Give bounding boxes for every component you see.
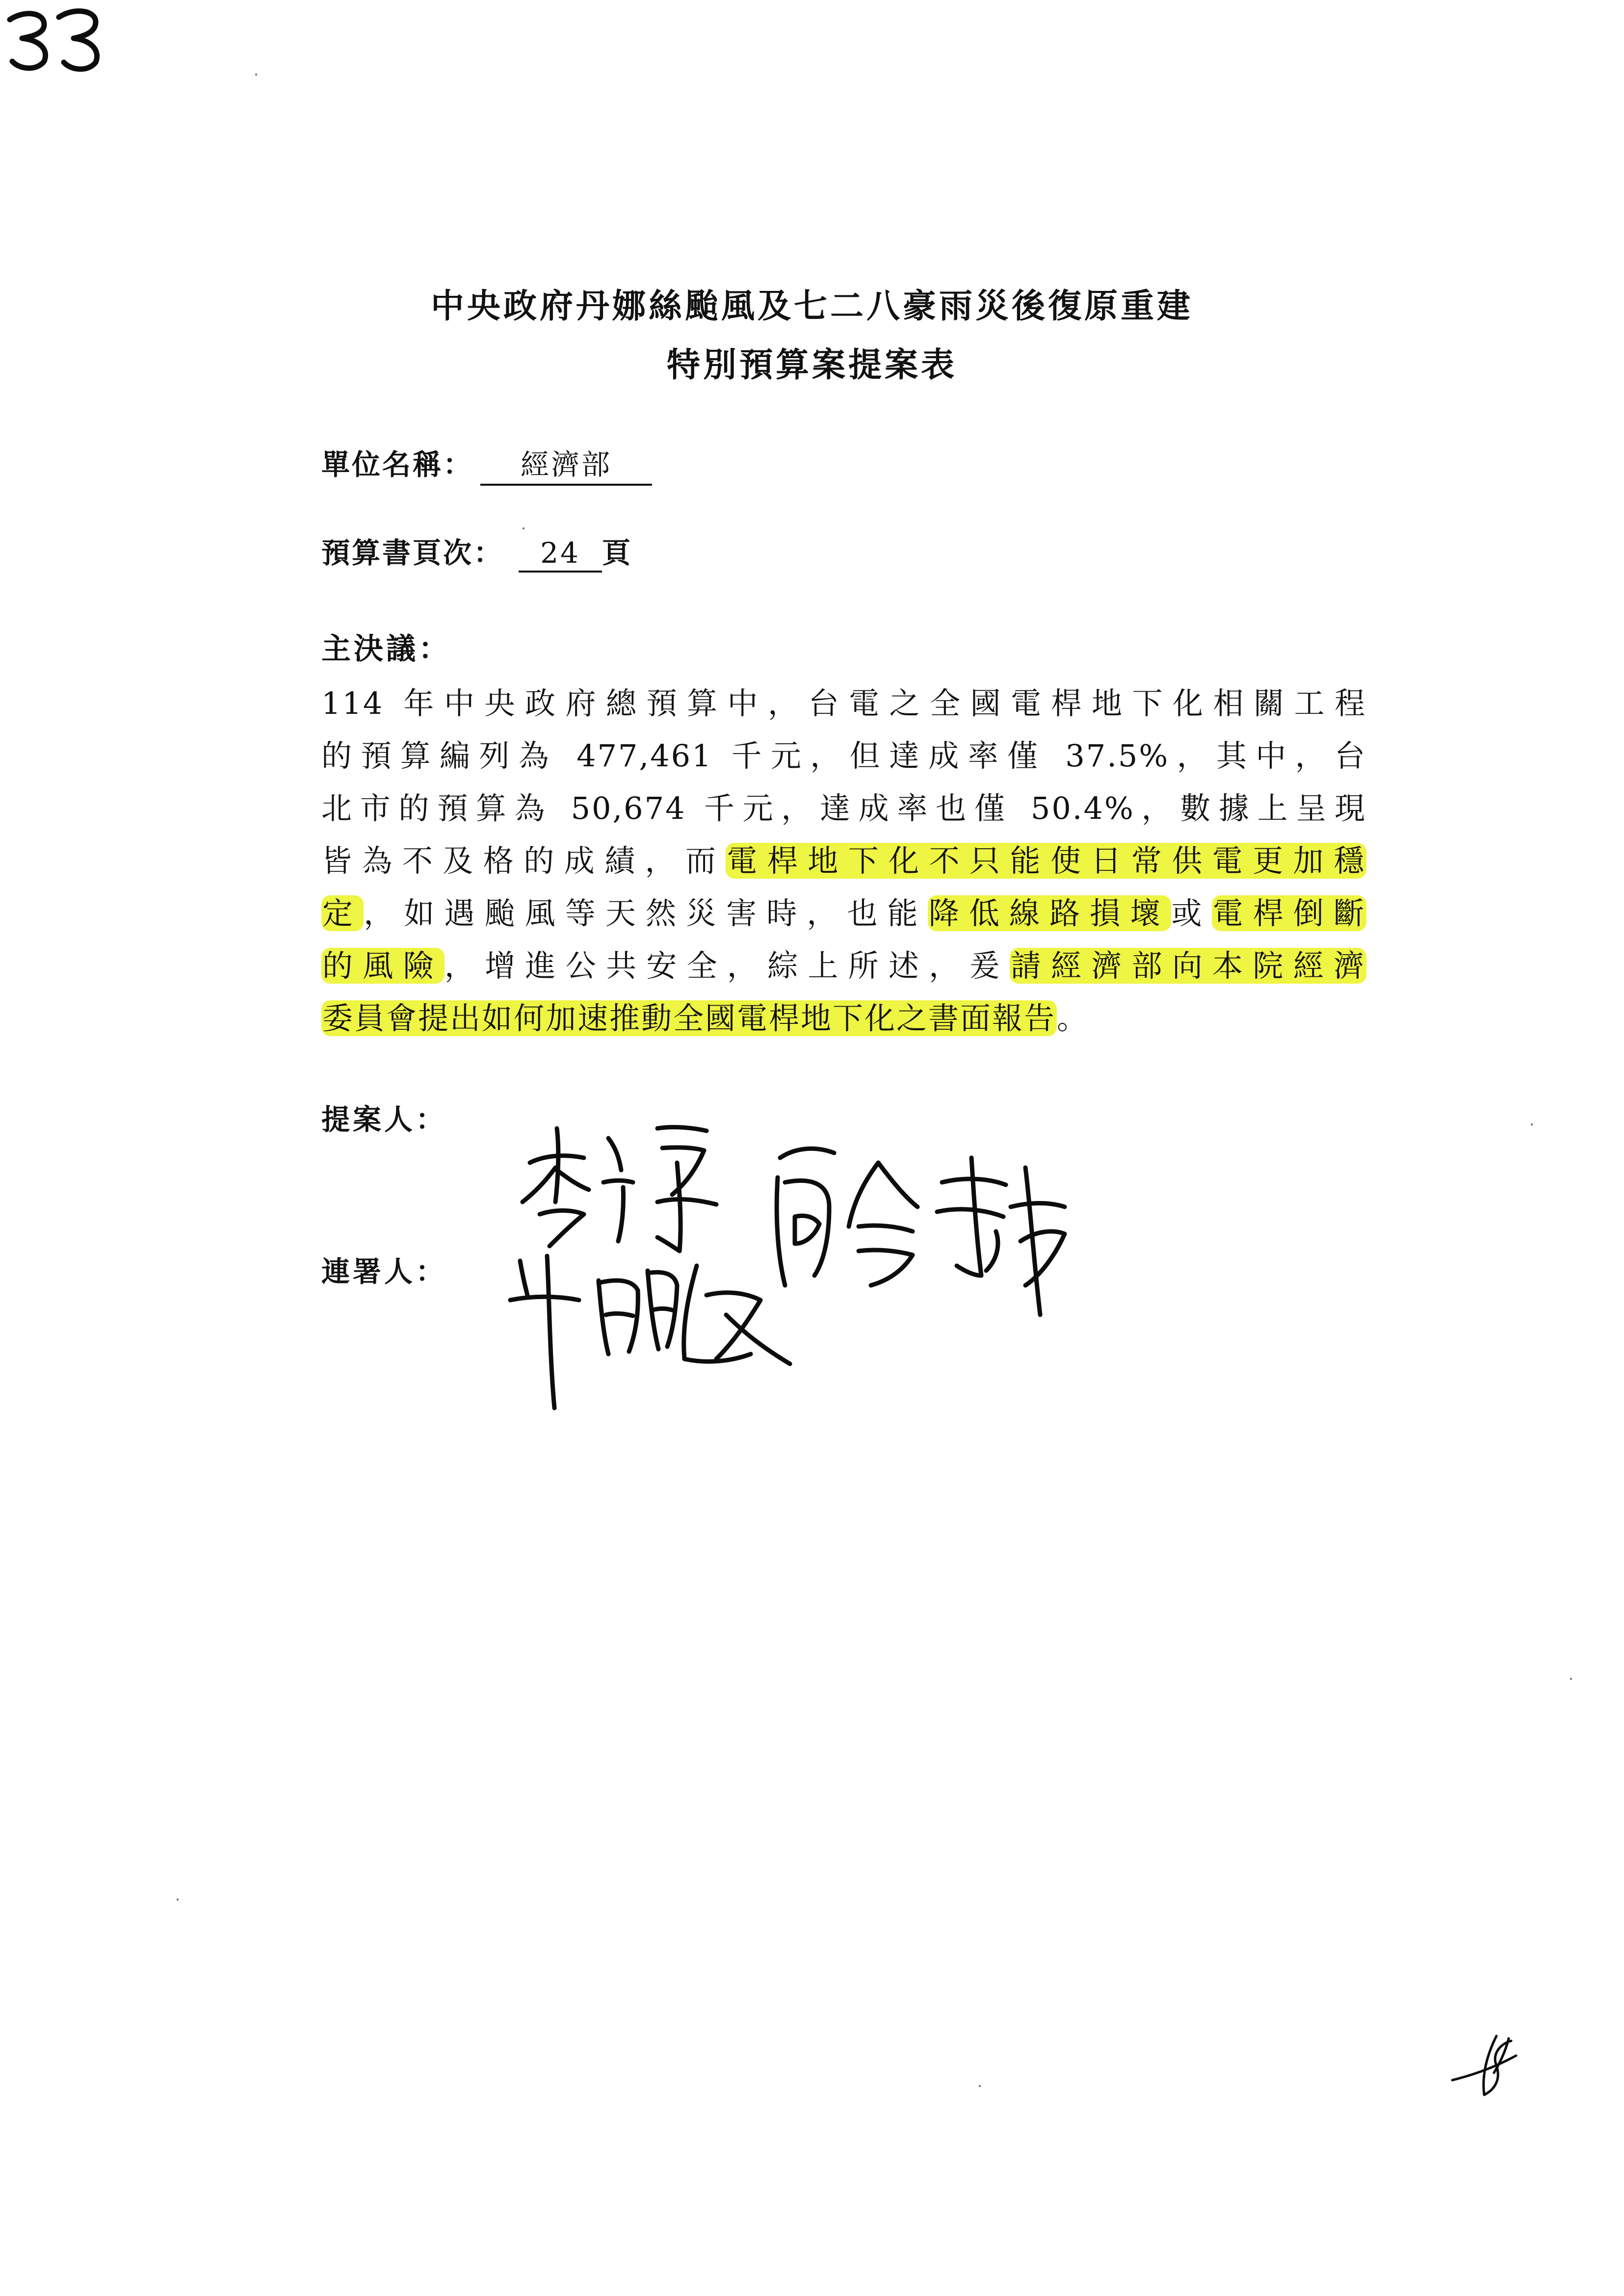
scan-speck — [523, 527, 524, 529]
proposer-signature — [510, 1109, 726, 1261]
resolution-line — [321, 992, 1366, 1044]
corner-initial-mark — [1447, 2026, 1536, 2105]
highlighted-text: 電桿倒斷 — [1212, 895, 1365, 931]
scan-speck — [979, 2085, 981, 2087]
resolution-line — [321, 782, 1366, 835]
unit-value: 經濟部 — [480, 442, 652, 486]
unit-field — [321, 442, 652, 486]
resolution-text: 或 — [1171, 895, 1212, 931]
cosigner-label: 連署人： — [321, 1255, 447, 1288]
resolution-label: 主決議： — [321, 632, 451, 666]
resolution-text: 114 年中央政府總預算中，台電之全國電桿地下化相關工程 — [321, 685, 1366, 721]
scan-speck — [255, 74, 257, 76]
document-subtitle: 特別預算案提案表 — [666, 345, 957, 385]
highlighted-text: 電桿地下化不只能使日常供電更加穩 — [727, 843, 1365, 879]
budget-page-field — [321, 530, 632, 573]
highlighted-text: 的風險 — [322, 948, 444, 984]
resolution-line — [321, 939, 1366, 992]
resolution-line — [321, 835, 1366, 887]
highlighted-text: 定 — [322, 895, 363, 931]
budget-page-value: 24 — [519, 536, 602, 573]
budget-page-label: 預算書頁次： — [321, 536, 504, 570]
unit-label: 單位名稱： — [321, 448, 474, 481]
cosigner-signature-2 — [500, 1241, 805, 1418]
resolution-body — [321, 677, 1366, 1044]
scan-speck — [177, 1899, 179, 1901]
resolution-text: 。 — [1057, 1000, 1089, 1036]
scan-speck — [1531, 1123, 1533, 1125]
resolution-line — [321, 677, 1366, 730]
proposer-label: 提案人： — [321, 1103, 447, 1136]
resolution-line — [321, 730, 1366, 782]
budget-page-suffix: 頁 — [602, 536, 633, 570]
resolution-text: 北市的預算為 50,674 千元，達成率也僅 50.4%，數據上呈現 — [321, 790, 1366, 826]
cosigner-signature-1 — [765, 1128, 1070, 1334]
resolution-text: ，增進公共安全，綜上所述，爰 — [444, 948, 1010, 984]
page-number — [0, 0, 108, 78]
highlighted-text: 請經濟部向本院經濟 — [1010, 948, 1365, 984]
resolution-line — [321, 887, 1366, 939]
resolution-text: 的預算編列為 477,461 千元，但達成率僅 37.5%，其中，台 — [321, 738, 1366, 774]
highlighted-text: 降低線路損壞 — [928, 895, 1171, 931]
scan-speck — [1570, 1678, 1572, 1680]
resolution-text: ，如遇颱風等天然災害時，也能 — [364, 895, 928, 931]
highlighted-text: 委員會提出如何加速推動全國電桿地下化之書面報告 — [322, 1000, 1056, 1036]
document-title: 中央政府丹娜絲颱風及七二八豪雨災後復原重建 — [430, 287, 1193, 326]
resolution-text: 皆為不及格的成績，而 — [321, 843, 726, 879]
